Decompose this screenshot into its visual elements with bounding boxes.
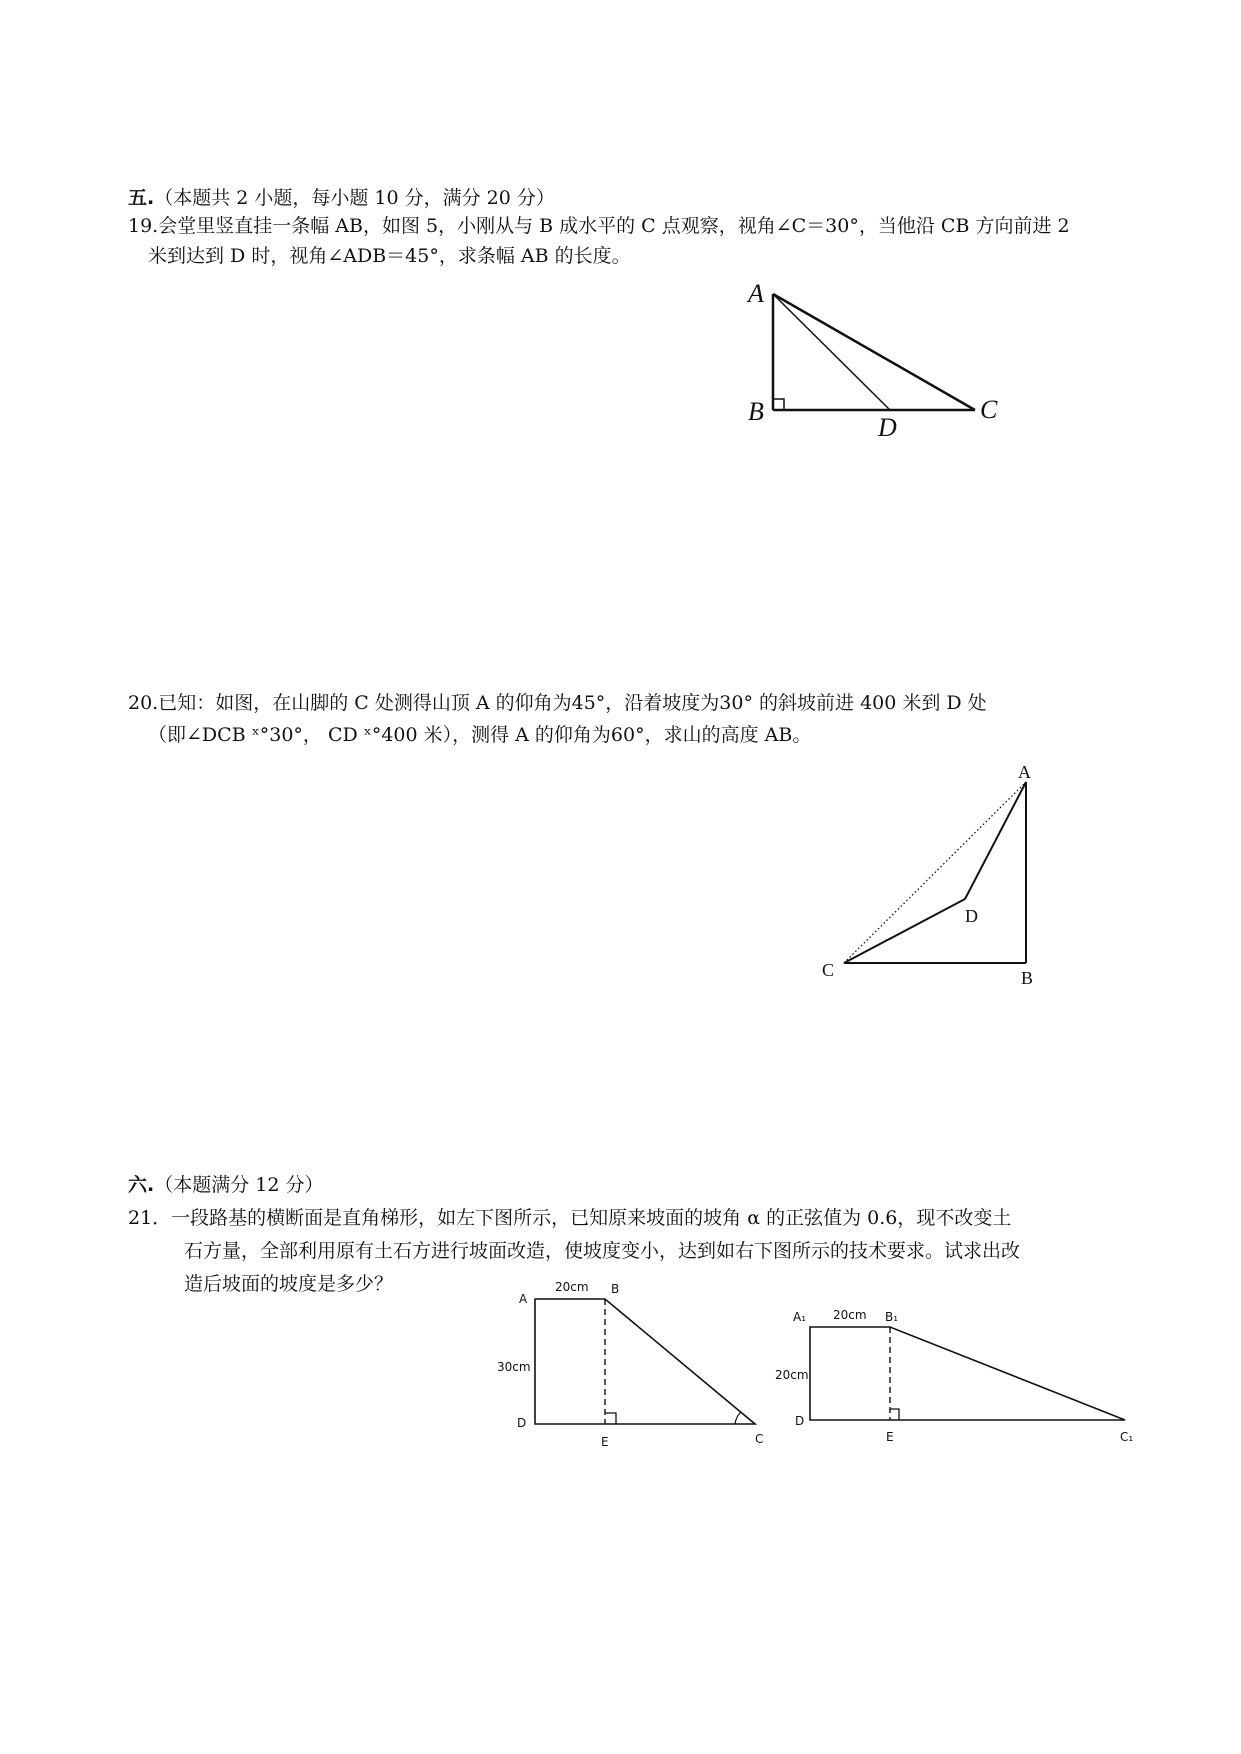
q19-line-2: 米到达到 D 时，视角∠ADB＝45°，求条幅 AB 的长度。 — [148, 245, 631, 267]
q20-line-1: 20.已知：如图，在山脚的 C 处测得山顶 A 的仰角为45°，沿着坡度为30° 的斜坡前进 400 米到 D 处 — [128, 692, 987, 714]
q21-left-outline — [535, 1299, 755, 1424]
q20-label-b: B — [1021, 968, 1034, 988]
q21-left-label-c: C — [755, 1432, 764, 1446]
section-6-note: （本题满分 12 分） — [154, 1174, 324, 1196]
q19-label-b: B — [748, 397, 764, 426]
q19-figure — [740, 280, 1020, 445]
q21-right-label-c1: C₁ — [1120, 1430, 1134, 1444]
q21-right-top-length: 20cm — [833, 1308, 867, 1322]
q20-label-a: A — [1018, 762, 1031, 782]
q21-right-label-e: E — [886, 1430, 894, 1444]
q19-right-angle-mark — [773, 399, 784, 410]
q19-label-c: C — [980, 395, 998, 424]
section-5-number: 五. — [128, 187, 155, 209]
q21-right-label-b1: B₁ — [885, 1310, 899, 1324]
q20-line-2: （即∠DCB ˣ°30°， CD ˣ°400 米），测得 A 的仰角为60°，求山的高度 AB。 — [148, 724, 812, 746]
q21-right-right-angle-mark — [890, 1409, 899, 1420]
q21-left-top-length: 20cm — [555, 1280, 589, 1294]
section-6-header — [128, 1170, 323, 1200]
q21-right-height-length: 20cm — [775, 1368, 809, 1382]
q21-right-trapezoid — [775, 1308, 1133, 1444]
q21-line-1: 21．一段路基的横断面是直角梯形，如左下图所示，已知原来坡面的坡角 α 的正弦值为 0.6，现不改变土 — [128, 1207, 1012, 1229]
q21-left-label-e: E — [601, 1435, 609, 1449]
q21-left-label-a: A — [519, 1292, 528, 1306]
q21-left-label-b: B — [611, 1282, 620, 1296]
q21-figures — [495, 1275, 1145, 1460]
q21-left-angle-arc — [735, 1412, 741, 1424]
q21-left-trapezoid — [497, 1280, 763, 1449]
q21-right-label-d: D — [795, 1414, 805, 1428]
q19-label-d: D — [878, 413, 897, 442]
q19-label-a: A — [748, 280, 764, 308]
q20-figure — [815, 760, 1055, 995]
q21-left-right-angle-mark — [605, 1413, 616, 1424]
q21-right-outline — [810, 1327, 1125, 1420]
q20-segment-cd — [844, 899, 965, 963]
section-6-number: 六. — [128, 1174, 155, 1196]
q20-label-d: D — [965, 906, 978, 926]
q21-left-label-d: D — [517, 1416, 527, 1430]
q20-segment-ca-dotted — [844, 782, 1026, 963]
section-5-header — [128, 183, 555, 213]
q21-left-height-length: 30cm — [497, 1360, 531, 1374]
q20-segment-da — [965, 782, 1026, 899]
q21-right-label-a1: A₁ — [793, 1310, 807, 1324]
q19-line-1: 19.会堂里竖直挂一条幅 AB，如图 5，小刚从与 B 成水平的 C 点观察，视角∠C＝30°，当他沿 CB 方向前进 2 — [128, 215, 1070, 237]
q21-line-3: 造后坡面的坡度是多少？ — [184, 1273, 394, 1295]
q19-segment-ac — [773, 294, 975, 410]
q21-line-2: 石方量，全部利用原有土石方进行坡面改造，使坡度变小，达到如右下图所示的技术要求。试求出改 — [184, 1240, 1021, 1262]
q20-label-c: C — [822, 960, 835, 980]
section-5-note: （本题共 2 小题，每小题 10 分，满分 20 分） — [154, 187, 555, 209]
